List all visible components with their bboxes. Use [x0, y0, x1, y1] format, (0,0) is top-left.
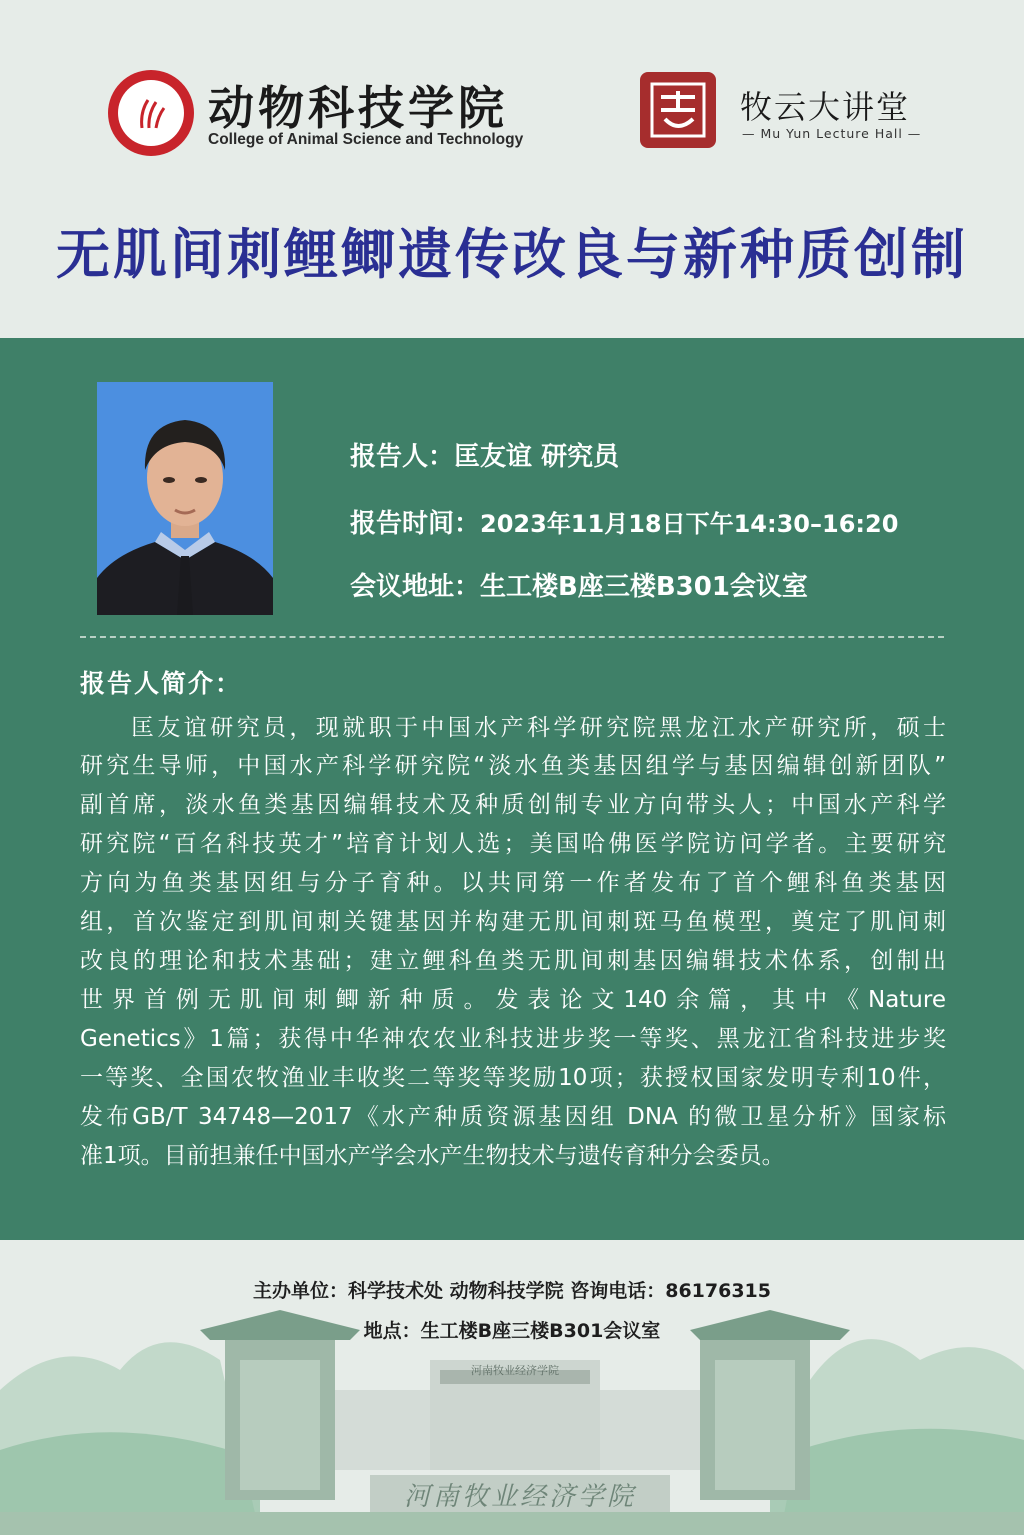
- organizer-line: 主办单位：科学技术处 动物科技学院 咨询电话：86176315: [253, 1280, 771, 1302]
- time-row: [350, 503, 898, 540]
- college-name-cn: 动物科技学院: [208, 81, 508, 135]
- time-label: 报告时间：: [350, 509, 481, 539]
- bio-line: 研究院“百名科技英才”培育计划人选；美国哈佛医学院访问学者。主要研究: [80, 831, 946, 857]
- gate-inscription: 河南牧业经济学院: [403, 1482, 636, 1512]
- bio-line: 改良的理论和技术基础；建立鲤科鱼类无肌间刺基因编辑技术体系，创制出: [80, 948, 946, 974]
- bio-line: 准1项。目前担兼任中国水产学会水产生物技术与遗传育种分会委员。: [80, 1143, 785, 1169]
- section-divider: [80, 636, 944, 638]
- speaker-row: [350, 436, 619, 473]
- speaker-label: 报告人：: [350, 442, 455, 472]
- time-value: 2023年11月18日下午14:30–16:20: [480, 510, 899, 538]
- header: [0, 0, 1024, 338]
- bio-heading: 报告人简介：: [80, 669, 243, 698]
- footer: [0, 1240, 1024, 1535]
- venue-row: [350, 566, 808, 603]
- college-name-en: College of Animal Science and Technology: [208, 131, 524, 148]
- venue-value: 生工楼B座三楼B301会议室: [480, 572, 808, 602]
- bio-line: 世界首例无肌间刺鲫新种质。发表论文140余篇，其中《Nature: [80, 987, 946, 1013]
- speaker-value: 匡友谊 研究员: [454, 442, 620, 472]
- portrait-illustration: [97, 382, 273, 615]
- bio-line: 发布GB/T 34748—2017《水产种质资源基因组 DNA 的微卫星分析》国家标: [80, 1104, 946, 1130]
- location-line: 地点：生工楼B座三楼B301会议室: [363, 1320, 661, 1342]
- bio-line: 方向为鱼类基因组与分子育种。以共同第一作者发布了首个鲤科鱼类基因: [80, 870, 946, 896]
- wheat-icon: [136, 96, 166, 130]
- seal-icon: [649, 81, 707, 139]
- bio-line: 研究生导师，中国水产科学研究院“淡水鱼类基因组学与基因编辑创新团队”: [80, 753, 946, 779]
- bio-line: 组，首次鉴定到肌间刺关键基因并构建无肌间刺斑马鱼模型，奠定了肌间刺: [80, 909, 946, 935]
- bio-line: 匡友谊研究员，现就职于中国水产科学研究院黑龙江水产研究所，硕士: [131, 715, 946, 741]
- lecture-hall-name: 牧云大讲堂: [740, 88, 911, 126]
- speaker-photo: [97, 382, 273, 615]
- college-logo: [108, 70, 194, 156]
- lecture-hall-seal: [640, 72, 716, 148]
- lecture-hall-name-en: — Mu Yun Lecture Hall —: [742, 126, 922, 141]
- building-inscription: 河南牧业经济学院: [471, 1364, 559, 1377]
- lecture-title: 无肌间刺鲤鲫遗传改良与新种质创制: [56, 223, 968, 286]
- bio-line: Genetics》1篇；获得中华神农农业科技进步奖一等奖、黑龙江省科技进步奖: [80, 1026, 946, 1052]
- bio-line: 副首席，淡水鱼类基因编辑技术及种质创制专业方向带头人；中国水产科学: [80, 792, 946, 818]
- bio-line: 一等奖、全国农牧渔业丰收奖二等奖等奖励10项；获授权国家发明专利10件，: [80, 1065, 946, 1091]
- venue-label: 会议地址：: [350, 572, 481, 602]
